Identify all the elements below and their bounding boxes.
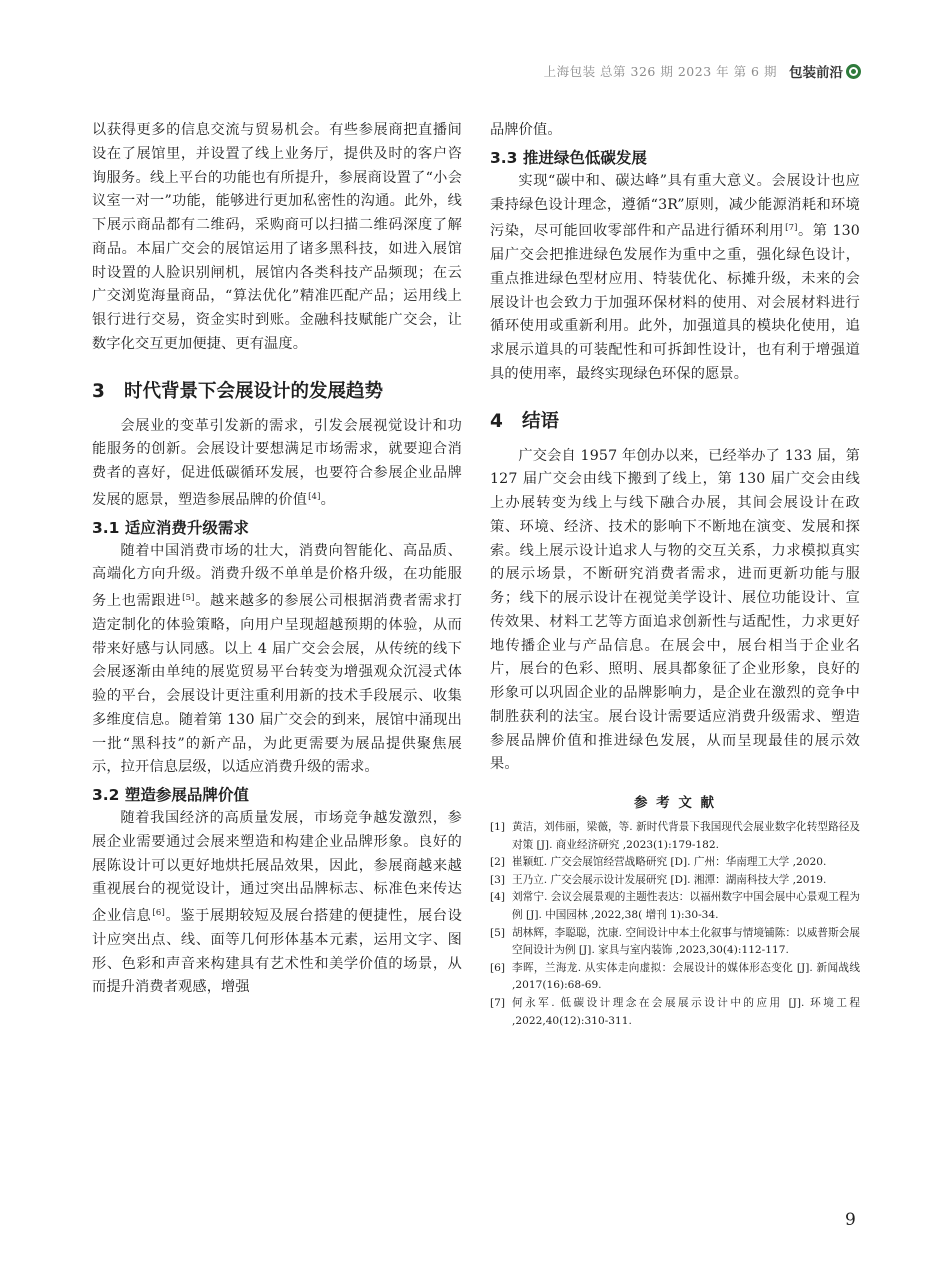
reference-item [490,960,860,995]
reference-label: [7] [490,996,506,1009]
section-heading [490,409,860,435]
section-title: 时代背景下会展设计的发展趋势 [124,380,384,402]
paragraph-text: 。鉴于展期较短及展台搭建的便捷性，展台设计应突出点、线、面等几何形体基本元素，运用文字、图形、色彩和声音来构建具有艺术性和美学价值的场景，从而提升消费者观感，增强 [92,908,462,996]
reference-text: 崔颖虹. 广交会展馆经营战略研究 [D]. 广州：华南理工大学 ,2020. [512,856,827,869]
reference-label: [2] [490,856,506,869]
citation-mark: [7] [785,223,798,234]
reference-text: 李晖，兰海龙. 从实体走向虚拟：会展设计的媒体形态变化 [J]. 新闻战线 ,2017(16):68-69. [512,961,860,992]
citation-mark: [5] [182,593,195,603]
section-number: 4 [490,410,503,432]
subsection-heading: 3.3 推进绿色低碳发展 [490,148,647,167]
citation-mark: [6] [152,908,165,918]
right-column [490,119,860,1030]
left-column [92,119,462,1000]
reference-item [490,819,860,854]
references-list [490,819,860,1030]
page-number: 9 [845,1210,856,1230]
paragraph: 以获得更多的信息交流与贸易机会。有些参展商把直播间设在了展馆里，并设置了线上业务厅，提供及时的客户咨询服务。线上平台的功能也有所提升，参展商设置了“小会议室一对一”功能，能够进行更加私密性的沟通。此外，线下展示商品都有二维码，采购商可以扫描二维码深度了解商品。本届广交会的展馆运用了诸多黑科技，如进入展馆时设置的人脸识别闸机，展馆内各类科技产品频现；在云广交浏览海量商品，“算法优化”精准匹配产品；运用线上银行进行交易，资金实时到账。金融科技赋能广交会，让数字化交互更加便捷、更有温度。 [92,122,462,352]
subsection-heading: 3.1 适应消费升级需求 [92,518,249,537]
section-title: 结语 [522,410,560,432]
paragraph-text: 实现“碳中和、碳达峰”具有重大意义。会展设计也应秉持绿色设计理念，遵循“3R”原则，减少能源消耗和环境污染，尽可能回收零部件和产品进行循环利用 [490,172,860,240]
reference-item [490,872,860,890]
reference-item [490,889,860,924]
paragraph [92,415,462,513]
paragraph-text: 随着我国经济的高质量发展，市场竞争越发激烈，参展企业需要通过会展来塑造和构建企业品牌形象。良好的展陈设计可以更好地烘托展品效果，因此，参展商越来越重视展台的视觉设计，通过突出品牌标志、标准色来传达企业信息 [92,810,462,924]
section-logo-icon [846,64,861,79]
reference-text: 刘常宁. 会议会展景观的主题性表达：以福州数字中国会展中心景观工程为例 [J]. 中国园林 ,2022,38( 增刊 1):30-34. [512,891,860,921]
section-number: 3 [92,380,105,402]
reference-text: 何永军. 低碳设计理念在会展展示设计中的应用 [J]. 环境工程 ,2022,40(12):310-311. [512,996,860,1027]
reference-text: 王乃立. 广交会展示设计发展研究 [D]. 湘潭：湖南科技大学 ,2019. [512,873,827,886]
paragraph-text: 。越来越多的参展公司根据消费者需求打造定制化的体验策略，向用户呈现超越预期的体验，从而带来好感与认同感。以上 4 届广交会会展，从传统的线下会展逐渐由单纯的展览贸易平台转变为增强观众沉浸式体验的平台，会展设计更注重利用新的技术手段展示、收集多维度信息。随着第 130 届广交会的到来，展馆中涌现出一批“黑科技”的新产品，为此更需要为展品提供聚焦展示，拉开信息层级，以适应消费升级的需求。 [92,593,462,776]
paragraph-text: 。第 130 届广交会把推进绿色发展作为重中之重，强化绿色设计，重点推进绿色型材应用、特装优化、标摊升级，未来的会展设计也会致力于加强环保材料的使用、对会展材料进行循环使用或重新利用。此外，加强道具的模块化使用，追求展示道具的可装配性和可拆卸性设计，也有利于增强道具的使用率，最终实现绿色环保的愿景。 [490,223,860,382]
reference-item [490,925,860,960]
reference-text: 胡林辉，李聪聪，沈康. 空间设计中本土化叙事与情境铺陈：以威普斯会展空间设计为例 [J]. 家具与室内装饰 ,2023,30(4):112-117. [512,926,860,957]
paragraph-text: 随着中国消费市场的壮大，消费向智能化、高品质、高端化方向升级。消费升级不单单是价格升级，在功能服务上也需跟进 [92,542,462,609]
reference-label: [3] [490,873,506,886]
paragraph [490,170,860,387]
running-header [527,60,861,82]
paragraph: 广交会自 1957 年创办以来，已经举办了 133 届，第 127 届广交会由线下搬到了线上，第 130 届广交会由线上办展转变为线上与线下融合办展，其间会展设计在政策、环境、经济、技术的影响下不断地在演变、发展和探索。线上展示设计追求人与物的交互关系，力求模拟真实的展示场景，不断研究消费者需求，进而更新功能与服务；线下的展示设计在视觉美学设计、展位功能设计、宣传效果、材料工艺等方面追求创新性与适配性，力求更好地传播企业与产品信息。在展会中，展台相当于企业名片，展台的色彩、照明、展具都象征了企业形象，良好的形象可以巩固企业的品牌影响力，是企业在激烈的竞争中制胜获利的法宝。展台设计需要适应消费升级需求、塑造参展品牌价值和推进绿色发展，从而呈现最佳的展示效果。 [490,447,860,773]
reference-item [490,854,860,872]
reference-text: 黄洁，刘伟丽，梁薇，等. 新时代背景下我国现代会展业数字化转型路径及对策 [J]. 商业经济研究 ,2023(1):179-182. [512,821,860,851]
paragraph [92,540,462,781]
citation-mark: [4] [308,491,321,502]
paragraph [92,807,462,1000]
paragraph-text: 。 [320,491,335,508]
paragraph-text: 会展业的变革引发新的需求，引发会展视觉设计和功能服务的创新。会展设计要想满足市场需求，就要迎合消费者的喜好，促进低碳循环发展，也要符合参展企业品牌发展的愿景，塑造参展品牌的价值 [92,417,462,508]
paragraph: 品牌价值。 [490,122,562,138]
reference-label: [1] [490,821,506,833]
reference-item [490,995,860,1030]
section-label: 包装前沿 [789,65,843,81]
journal-info: 上海包装 总第 326 期 2023 年 第 6 期 [543,64,777,79]
references-title: 参 考 文 献 [633,795,717,811]
subsection-heading: 3.2 塑造参展品牌价值 [92,786,249,804]
reference-label: [6] [490,961,506,974]
reference-label: [4] [490,891,506,904]
section-heading [92,379,462,405]
reference-label: [5] [490,926,506,939]
